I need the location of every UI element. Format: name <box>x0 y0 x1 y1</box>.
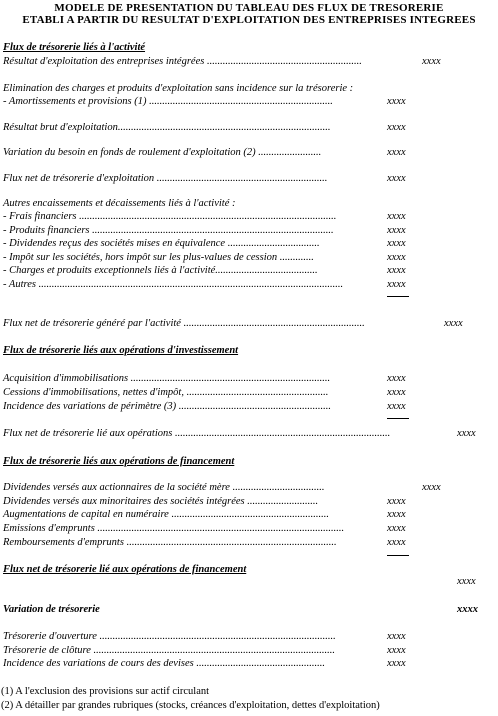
row-produits-financiers: - Produits financiers ............................................................................................ <box>3 225 334 236</box>
heading-activite: Flux de trésorerie liés à l'activité <box>3 42 146 53</box>
row-dividendes-recus: - Dividendes reçus des sociétés mises en équivalence ................................... <box>3 238 320 249</box>
row-variation-tresorerie: Variation de trésorerie <box>3 604 100 615</box>
footnote-1: (1) A l'exclusion des provisions sur actif circulant <box>1 686 210 697</box>
value-autres: xxxx <box>387 279 406 290</box>
row-remboursements-emprunts: Remboursements d'emprunts ................................................................................ <box>3 537 337 548</box>
heading-financement: Flux de trésorerie liés aux opérations de financement <box>3 456 235 467</box>
value-dividendes-mere: xxxx <box>422 482 441 493</box>
row-augmentations-capital: Augmentations de capital en numéraire ............................................................ <box>3 509 329 520</box>
value-charges-exceptionnels: xxxx <box>387 265 406 276</box>
row-tresorerie-cloture: Trésorerie de clôture ............................................................................................ <box>3 645 336 656</box>
value-remboursements-emprunts: xxxx <box>387 537 406 548</box>
value-dividendes-minoritaires: xxxx <box>387 496 406 507</box>
value-augmentations-capital: xxxx <box>387 509 406 520</box>
value-variation-bfr: xxxx <box>387 147 406 158</box>
value-tresorerie-ouverture: xxxx <box>387 631 406 642</box>
row-charges-exceptionnels: - Charges et produits exceptionnels liés à l'activité....................................... <box>3 265 318 276</box>
value-resultat-exploitation: xxxx <box>422 56 441 67</box>
row-tresorerie-ouverture: Trésorerie d'ouverture .......................................................................................... <box>3 631 336 642</box>
heading-flux-net-financement: Flux net de trésorerie lié aux opérations de financement <box>3 564 247 575</box>
title-line-1: MODELE DE PRESENTATION DU TABLEAU DES FLUX DE TRESORERIE <box>54 2 444 14</box>
value-incidence-perimetre: xxxx <box>387 401 406 412</box>
heading-investissement: Flux de trésorerie liés aux opérations d'investissement <box>3 345 239 356</box>
row-flux-net-exploitation: Flux net de trésorerie d'exploitation ................................................................. <box>3 173 328 184</box>
row-variation-bfr: Variation du besoin en fonds de roulement d'exploitation (2) ........................ <box>3 147 322 158</box>
row-flux-net-investissement: Flux net de trésorerie lié aux opérations .................................................................................. <box>3 428 391 439</box>
value-impot-societes: xxxx <box>387 252 406 263</box>
value-produits-financiers: xxxx <box>387 225 406 236</box>
row-amortissements: - Amortissements et provisions (1) ...................................................................... <box>3 96 333 107</box>
value-resultat-brut: xxxx <box>387 122 406 133</box>
row-incidence-perimetre: Incidence des variations de périmètre (3) .......................................................... <box>3 401 331 412</box>
row-impot-societes: - Impôt sur les sociétés, hors impôt sur les plus-values de cession ............. <box>3 252 314 263</box>
value-dividendes-recus: xxxx <box>387 238 406 249</box>
row-autres-title: Autres encaissements et décaissements liés à l'activité : <box>3 198 236 209</box>
value-variation-tresorerie: xxxx <box>457 604 478 615</box>
row-flux-net-activite: Flux net de trésorerie généré par l'activité ..................................................................... <box>3 318 365 329</box>
row-frais-financiers: - Frais financiers .................................................................................................. <box>3 211 337 222</box>
value-cessions: xxxx <box>387 387 406 398</box>
row-autres: - Autres .................................................................................................................... <box>3 279 344 290</box>
subtotal-rule-investissement <box>387 418 409 419</box>
title-line-2: ETABLI A PARTIR DU RESULTAT D'EXPLOITATION DES ENTREPRISES INTEGREES <box>22 14 476 26</box>
value-incidence-devises: xxxx <box>387 658 406 669</box>
row-resultat-brut: Résultat brut d'exploitation................................................................................. <box>3 122 331 133</box>
row-resultat-exploitation: Résultat d'exploitation des entreprises intégrées ........................................................... <box>3 56 362 67</box>
value-flux-net-exploitation: xxxx <box>387 173 406 184</box>
value-emissions-emprunts: xxxx <box>387 523 406 534</box>
row-acquisition: Acquisition d'immobilisations ............................................................................ <box>3 373 331 384</box>
row-emissions-emprunts: Emissions d'emprunts .............................................................................................. <box>3 523 345 534</box>
subtotal-rule-activite <box>387 296 409 297</box>
footnote-2: (2) A détailler par grandes rubriques (stocks, créances d'exploitation, dettes d'exploitation) <box>1 700 380 711</box>
value-flux-net-activite: xxxx <box>444 318 463 329</box>
value-amortissements: xxxx <box>387 96 406 107</box>
row-dividendes-minoritaires: Dividendes versés aux minoritaires des sociétés intégrées ........................... <box>3 496 319 507</box>
row-dividendes-mere: Dividendes versés aux actionnaires de la société mère ................................... <box>3 482 325 493</box>
row-elimination-title: Elimination des charges et produits d'exploitation sans incidence sur la trésorerie : <box>3 83 354 94</box>
value-tresorerie-cloture: xxxx <box>387 645 406 656</box>
value-flux-net-investissement: xxxx <box>457 428 476 439</box>
row-cessions: Cessions d'immobilisations, nettes d'impôt, ...................................................... <box>3 387 329 398</box>
row-incidence-devises: Incidence des variations de cours des devises ................................................. <box>3 658 325 669</box>
value-acquisition: xxxx <box>387 373 406 384</box>
value-flux-net-financement: xxxx <box>457 576 476 587</box>
value-frais-financiers: xxxx <box>387 211 406 222</box>
subtotal-rule-financement <box>387 555 409 556</box>
